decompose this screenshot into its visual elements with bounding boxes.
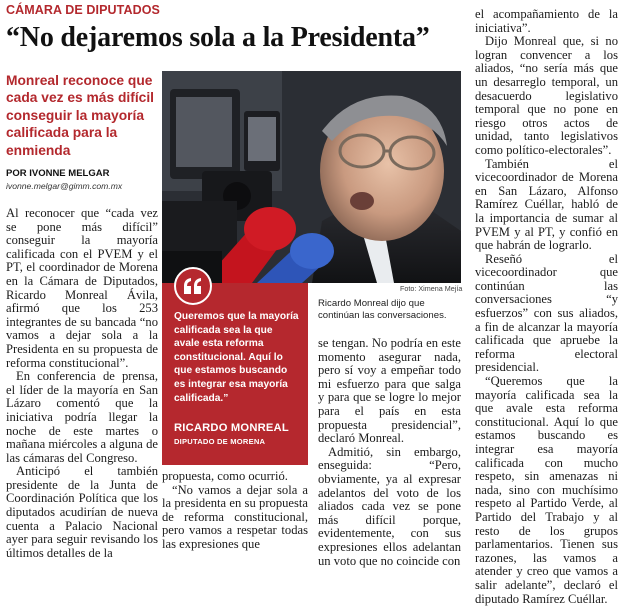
quote-glyph	[183, 277, 203, 295]
photo-illustration	[162, 71, 461, 283]
paragraph: En conferencia de prensa, el líder de la mayoría en San Lázaro comentó que la iniciativa podría llegar la noche de este martes o mañana miércoles a alguna de las cámaras del Congreso.	[6, 369, 158, 465]
author-email: ivonne.melgar@gimm.com.mx	[6, 181, 123, 191]
paragraph: “Queremos que la mayoría calificada sea la que avale esta reforma constitucional. Aquí lo que estamos buscando es integrar esa mayoría calificada con mucho respeto, sin amenazas ni nada, sino con muchísimo respeto al Partido Verde, al Partido del Trabajo y al resto de los grupos parlamentarios. Tienen sus razones, las vamos a atender y creo que vamos a salir adelante”, declaró el diputado Ramírez Cuéllar.	[475, 374, 618, 606]
body-column-2	[162, 470, 308, 552]
section-label: CÁMARA DE DIPUTADOS	[6, 3, 160, 17]
pull-quote-role: DIPUTADO DE MORENA	[174, 437, 266, 446]
pull-quote-text: Queremos que la mayoría calificada sea la que avale esta reforma constitucional. Aquí lo que estamos buscando es integrar esa mayoría calificada.”	[174, 311, 299, 404]
paragraph: Admitió, sin embargo, enseguida: “Pero, obviamente, ya al expresar adelantos del voto de los aliados cada vez se pone más difícil porque, evidentemente, con sus expresiones ellos adelantan un voto que no coincide con	[318, 444, 461, 568]
deck-subheadline: Monreal reconoce que cada vez es más difícil conseguir la mayoría calificada para la enmienda	[6, 73, 155, 158]
pull-quote-box	[162, 283, 308, 465]
paragraph: Dijo Monreal que, si no logran convencer a los aliados, “no sería más que un desarreglo temporal, un desacuerdo legislativo temporal que no pone en riesgo otros actos de unidad, tanto legislativos como político-electorales”.	[475, 34, 618, 157]
quote-icon	[174, 267, 212, 305]
photo-caption: Ricardo Monreal dijo que continúan las conversaciones.	[318, 298, 447, 321]
paragraph: propuesta, como ocurrió.	[162, 469, 288, 483]
paragraph: se tengan. No podría en este momento asegurar nada, pero sí voy a empeñar todo mi esfuerzo para que salga y para que se logre lo mejor para el país en esta propuesta presidencial”, declaró Monreal.	[318, 336, 461, 446]
paragraph: “No vamos a dejar sola a la presidenta en su propuesta de reforma constitucional, pero vamos a respetar todas las expresiones que	[162, 482, 308, 551]
paragraph: Al reconocer que “cada vez se pone más difícil” conseguir la mayoría calificada con el PVEM y el PT, el coordinador de Morena en la Cámara de Diputados, Ricardo Monreal Ávila, afirmó que los 253 integrantes de su bancada “no vamos a dejar sola a la Presidenta en su propuesta de reforma constitucional”.	[6, 206, 158, 370]
body-column-4	[475, 8, 618, 606]
photo	[162, 71, 461, 283]
body-column-3	[318, 337, 461, 568]
paragraph: También el vicecoordinador de Morena en San Lázaro, Alfonso Ramírez Cuéllar, habló de la importancia de sumar al PVEM y al PT, y confió en que habrán de lograrlo.	[475, 156, 618, 253]
paragraph: Anticipó el también presidente de la Junta de Coordinación Política que los diputados acudirían de nueva cuenta a Palacio Nacional ayer para seguir revisando los últimos detalles de la	[6, 464, 158, 560]
paragraph: el acompañamiento de la iniciativa”.	[475, 7, 618, 35]
headline: “No dejaremos sola a la Presidenta”	[6, 22, 430, 53]
paragraph: Reseñó el vicecoordinador que continúan las conversaciones “y esfuerzos” con sus aliados, a fin de alcanzar la mayoría calificada que apruebe la reforma electoral presidencial.	[475, 251, 618, 375]
byline: POR IVONNE MELGAR	[6, 168, 110, 179]
pull-quote-name: RICARDO MONREAL	[174, 422, 289, 434]
photo-credit: Foto: Ximena Mejía	[400, 284, 463, 293]
body-column-1	[6, 207, 158, 560]
